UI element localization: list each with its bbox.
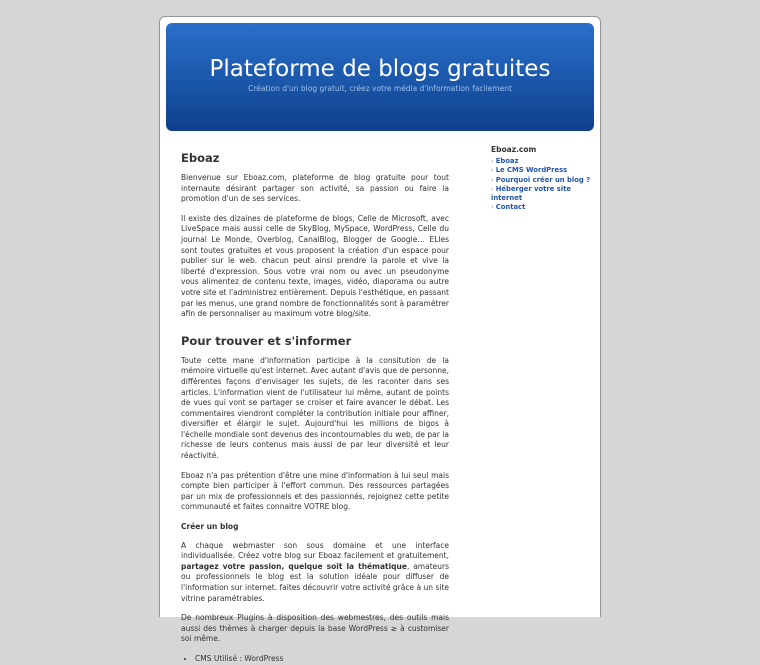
sidebar-item — [491, 157, 591, 166]
subheading: Créer un blog — [181, 522, 239, 532]
sidebar-link-contact[interactable]: Contact — [495, 203, 526, 212]
post-paragraph — [181, 541, 449, 605]
post-paragraph: De nombreux Plugins à disposition des webmestres, des outils mais aussi des thèmes à charger depuis la base WordPress ≥ à customiser soi même. — [181, 613, 449, 644]
bold-segment: partagez votre passion, quelque soit la thématique — [181, 561, 407, 571]
section-title: Pour trouver et s'informer — [181, 333, 352, 348]
blog-description: Création d'un blog gratuit, créez votre média d'information facilement — [248, 84, 512, 93]
sidebar-link-heberger[interactable]: Héberger votre site internet — [491, 184, 571, 203]
sidebar-link-eboaz[interactable]: Eboaz — [495, 157, 519, 166]
sidebar-item — [491, 176, 591, 185]
text-segment: , amateurs ou professionnels le blog est la solution idéale pour diffuser de l'information sur internet. faites découvrir votre activité grâce à un site vitrine paramétrables. — [181, 561, 449, 603]
sidebar-title: Eboaz.com — [491, 145, 537, 154]
sidebar-item — [491, 166, 591, 175]
sidebar-link-pourquoi[interactable]: Pourquoi créer un blog ? — [495, 175, 591, 184]
sidebar — [491, 145, 591, 212]
blog-title[interactable]: Plateforme de blogs gratuites — [209, 56, 551, 82]
text-segment: A chaque webmaster son sous domaine et une interface individualisée. Créez votre blog sur Eboaz facilement et gratuitement, — [181, 540, 449, 561]
post-paragraph: Il existe des dizaines de plateforme de blogs, Celle de Microsoft, avec LiveSpace mais aussi celle de SkyBlog, MySpace, WordPress, Celle du journal Le Monde, Overblog, CanalBlog, Blogger de Google… ELles sont toutes gratuites et vous proposent la création d'un espace pour publier sur le web. chacun peut ainsi prendre la parole et vive la liberté d'expression. Sous votre vrai nom ou avec un pseudonyme vous alimentez de contenu texte, images, vidéo, diaporama ou autre votre site et l'administrez entièrement. Depuis l'esthétique, en passant par les menus, une grand nombre de fonctionnalités sont à paramétrer afin de personnaliser au maximum votre blog/site. — [181, 213, 449, 319]
sidebar-item — [491, 203, 591, 212]
post-title[interactable]: Eboaz — [181, 151, 220, 165]
post-paragraph: Eboaz n'a pas prétention d'être une mine d'information à lui seul mais compte bien participer à l'effort commun. Des ressources partagées par un mix de professionnels et des passionnés, rejoignez cette petite communauté et faites connaitre VOTRE blog. — [181, 470, 449, 512]
sidebar-links — [491, 157, 591, 212]
info-list — [181, 654, 449, 665]
main-content — [181, 151, 449, 665]
post-paragraph: Bienvenue sur Eboaz.com, plateforme de blog gratuite pour tout internaute désirant partager son activité, sa passion ou faire la promotion d'un de ses services. — [181, 173, 449, 204]
page-container — [159, 16, 601, 663]
sidebar-link-cms-wordpress[interactable]: Le CMS WordPress — [495, 166, 568, 175]
sidebar-item — [491, 185, 591, 203]
blog-header — [166, 23, 594, 131]
list-item: • CMS Utilisé : WordPress — [195, 654, 449, 665]
post-paragraph: Toute cette mane d'information participe à la consitution de la mémoire virtuelle qu'est internet. Avec autant d'avis que de personne, différentes façons d'envisager les sujets, de les raconter dans ses articles. L'information vient de l'utilisateur lui même, autant de points de vues qui vont se partager se croiser et faire avancer le débat. Les commentaires viendront compléter la contribution initiale pour affiner, diversifier et élargir le sujet. Aujourd'hui les millions de bigos à l'échelle mondiale sont devenus des incontournables du web, de par la richesse de leurs contenus mais aussi de par leur diversité et leur réactivité. — [181, 355, 449, 461]
